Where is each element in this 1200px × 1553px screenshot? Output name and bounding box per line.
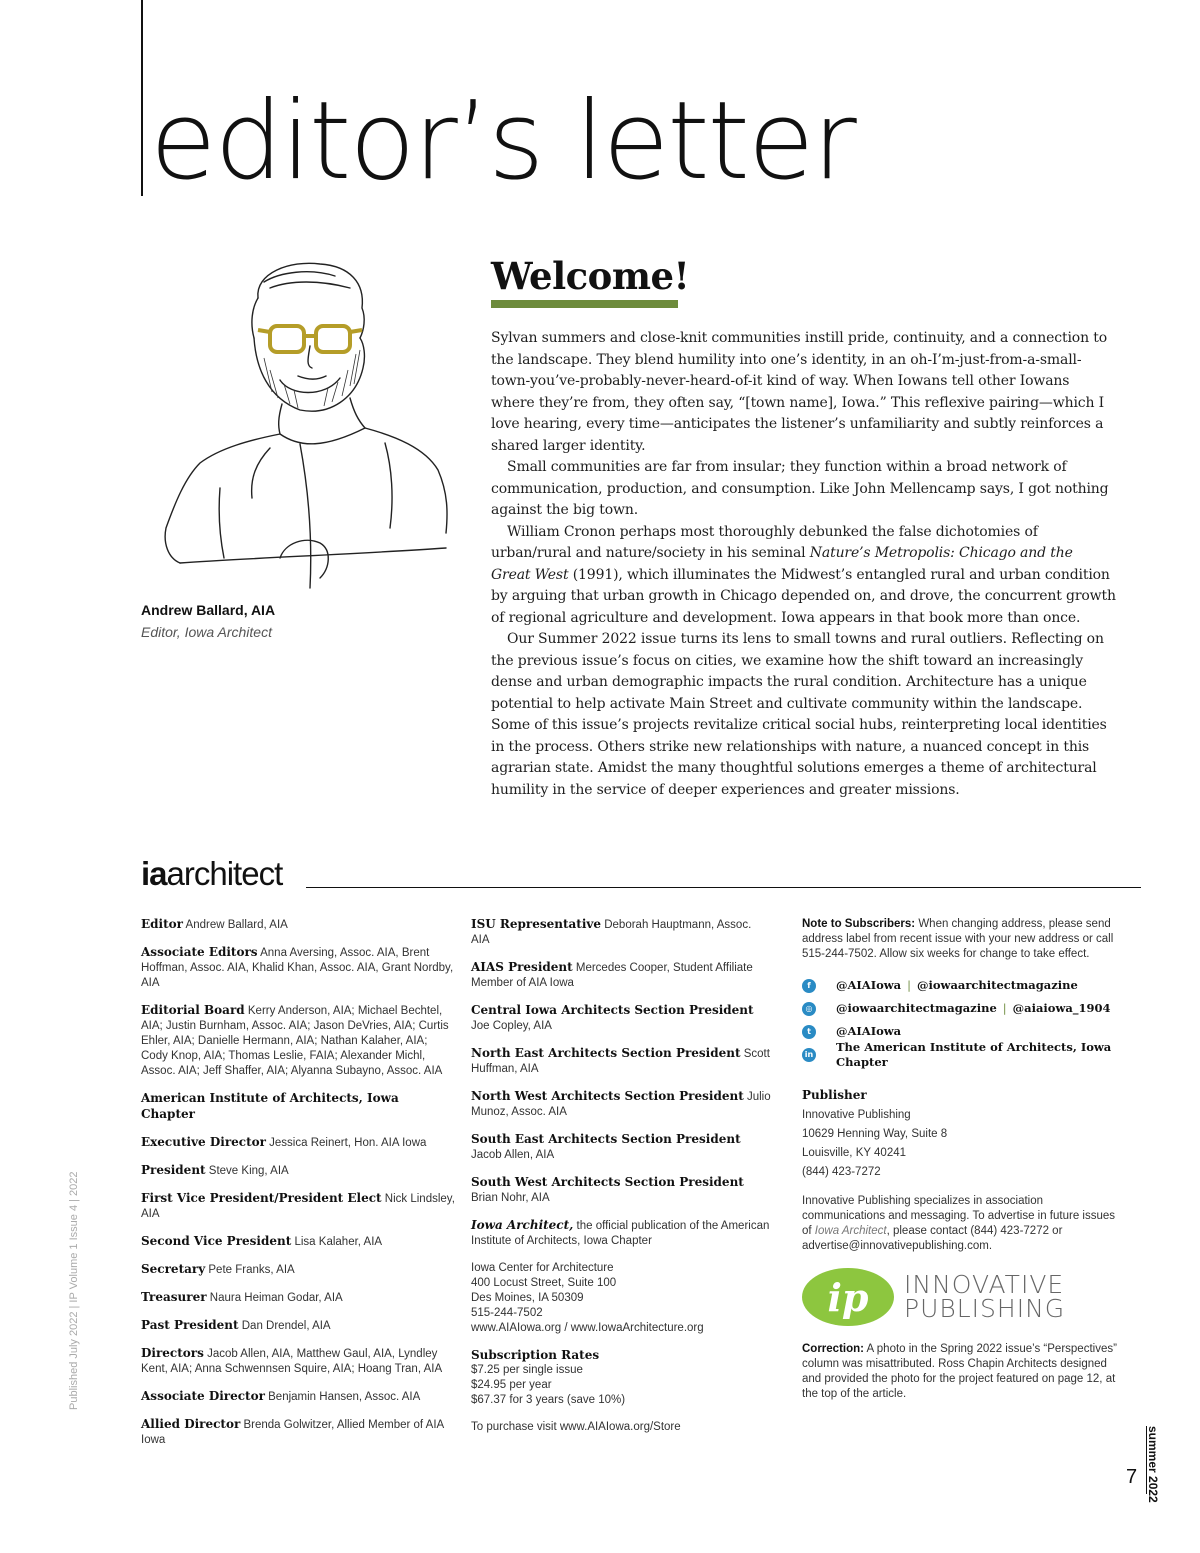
- text-line: Iowa Center for Architecture: [471, 1262, 614, 1274]
- facebook-icon[interactable]: f: [802, 979, 816, 993]
- entry-value: Deborah Hauptmann, Assoc. AIA: [471, 919, 752, 946]
- social-row: [802, 1039, 1122, 1069]
- center-address: [471, 1261, 771, 1336]
- entry-value: Benjamin Hansen, Assoc. AIA: [268, 1391, 421, 1403]
- social-row: [802, 974, 1122, 997]
- entry-value: Anna Aversing, Assoc. AIA, Brent Hoffman, Assoc. AIA, Khalid Khan, Assoc. AIA, Grant Nordby, AIA: [141, 947, 454, 989]
- entry-label: Editor: [141, 917, 183, 931]
- title-rule: [141, 0, 143, 196]
- linkedin-icon[interactable]: in: [802, 1048, 816, 1062]
- entry-label: North West Architects Section President: [471, 1089, 744, 1103]
- letter-body: [491, 328, 1116, 801]
- instagram-icon[interactable]: ◎: [802, 1002, 816, 1016]
- entry-label: American Institute of Architects, Iowa Chapter: [141, 1091, 399, 1121]
- masthead-entry: [141, 1389, 456, 1405]
- portrait-illustration: [160, 258, 450, 593]
- entry-label: South West Architects Section President: [471, 1175, 744, 1189]
- author-name: Andrew Ballard, AIA: [141, 602, 276, 618]
- entry-label: Secretary: [141, 1262, 206, 1276]
- page-number: 7: [1126, 1466, 1138, 1488]
- masthead-entry: [141, 1191, 456, 1222]
- masthead-entry: [471, 1046, 771, 1077]
- social-handle[interactable]: @iowaarchitectmagazine: [836, 1001, 997, 1015]
- separator: |: [1002, 1001, 1007, 1015]
- text-line: www.AIAIowa.org / www.IowaArchitecture.org: [471, 1322, 704, 1334]
- masthead-entry: [471, 917, 771, 948]
- innovative-publishing-logo: ip INNOVATIVE PUBLISHING: [802, 1268, 1122, 1326]
- text-line: Innovative Publishing: [802, 1109, 911, 1121]
- social-handle[interactable]: The American Institute of Architects, Iowa Chapter: [836, 1039, 1112, 1069]
- entry-value: Mercedes Cooper, Student Affiliate Member of AIA Iowa: [471, 962, 753, 989]
- masthead-entry: [471, 1089, 771, 1120]
- entry-value: Nick Lindsley, AIA: [141, 1193, 455, 1220]
- separator: |: [907, 978, 912, 992]
- masthead-entry: [471, 960, 771, 991]
- author-role: Editor, Iowa Architect: [141, 624, 272, 640]
- subscription-rates: Subscription Rates $7.25 per single issue $24.95 per year $67.37 for 3 years (save 10%): [471, 1348, 771, 1408]
- masthead-entry: [471, 1132, 771, 1163]
- section-title: editor’s letter: [150, 79, 855, 204]
- letter-paragraph: William Cronon perhaps most thoroughly debunked the false dichotomies of urban/rural and nature/society in his seminal Nature’s Metropolis: Chicago and the Great West (1991), which illuminates the Midwest’s entangled rural and urban condition by arguing that urban growth in Chicago depended on, and drove, the concurrent growth of regional agriculture and development. Iowa appears in that book more than once.: [491, 523, 1116, 626]
- entry-value: Pete Franks, AIA: [208, 1264, 295, 1276]
- entry-value: Lisa Kalaher, AIA: [294, 1236, 383, 1248]
- entry-value: Joe Copley, AIA: [471, 1020, 552, 1032]
- masthead-rule: [306, 887, 1141, 888]
- entry-value: Naura Heiman Godar, AIA: [209, 1292, 343, 1304]
- publisher-block: Publisher Innovative Publishing 10629 Henning Way, Suite 8 Louisville, KY 40241 (844) 423-7272: [802, 1088, 1122, 1182]
- masthead-entry: [141, 1290, 456, 1306]
- heading-rule: [491, 300, 678, 308]
- book-title: Nature’s Metropolis: Chicago and the Great West: [491, 545, 1073, 583]
- correction-note: Correction: A photo in the Spring 2022 issue’s “Perspectives” column was misattributed. Ross Chapin Architects designed and provided the photo for the project featured on page 12, at the top of the article.: [802, 1343, 1117, 1400]
- masthead-entry: [471, 1003, 771, 1034]
- social-links: [802, 974, 1122, 1069]
- entry-label: Allied Director: [141, 1417, 241, 1431]
- masthead-entry: [141, 945, 456, 991]
- twitter-icon[interactable]: t: [802, 1025, 816, 1039]
- advertise-note: Innovative Publishing specializes in association communications and messaging. To advertise in future issues of Iowa Architect, please contact (844) 423-7272 or advertise@innovativepublishing.com.: [802, 1195, 1116, 1252]
- masthead-entry: [471, 1175, 771, 1206]
- entry-label: AIAS President: [471, 960, 573, 974]
- entry-value: Brenda Golwitzer, Allied Member of AIA Iowa: [141, 1419, 444, 1446]
- masthead-column-contact: [802, 917, 1122, 1402]
- masthead-entry: [141, 1234, 456, 1250]
- masthead-entry: [141, 1318, 456, 1334]
- masthead-entry: [141, 1417, 456, 1448]
- entry-label: Editorial Board: [141, 1003, 245, 1017]
- entry-value: Jacob Allen, AIA: [471, 1149, 555, 1161]
- purchase-link[interactable]: To purchase visit www.AIAIowa.org/Store: [471, 1421, 681, 1433]
- entry-label: Associate Editors: [141, 945, 258, 959]
- social-handle[interactable]: @AIAIowa: [836, 978, 902, 992]
- entry-value: Steve King, AIA: [208, 1165, 289, 1177]
- entry-value: Andrew Ballard, AIA: [185, 919, 288, 931]
- entry-label: Second Vice President: [141, 1234, 292, 1248]
- entry-value: Brian Nohr, AIA: [471, 1192, 550, 1204]
- entry-label: First Vice President/President Elect: [141, 1191, 382, 1205]
- masthead-entry: [141, 1135, 456, 1151]
- masthead-entry: [141, 1262, 456, 1278]
- entry-value: Kerry Anderson, AIA; Michael Bechtel, AIA; Justin Burnham, Assoc. AIA; Jason DeVries, AIA; Curtis Ehler, AIA; Danielle Hermann, AIA; Nathan Kalaher, AIA; Cody Knop, AIA; Thomas Leslie, FAIA; Alexander Michl, Assoc. AIA; Jeff Shaffer, AIA; Alyanna Subayno, Assoc. AIA: [141, 1005, 449, 1077]
- entry-label: North East Architects Section President: [471, 1046, 741, 1060]
- text-line: Des Moines, IA 50309: [471, 1292, 584, 1304]
- entry-label: Treasurer: [141, 1290, 207, 1304]
- entry-value: Jacob Allen, AIA, Matthew Gaul, AIA, Lyndley Kent, AIA; Anna Schwennsen Squire, AIA; Hoang Tran, AIA: [141, 1348, 443, 1375]
- entry-value: Jessica Reinert, Hon. AIA Iowa: [269, 1137, 427, 1149]
- social-handle[interactable]: @AIAIowa: [836, 1024, 902, 1038]
- text-line: $7.25 per single issue: [471, 1364, 583, 1376]
- entry-label: South East Architects Section President: [471, 1132, 741, 1146]
- text-line: 400 Locust Street, Suite 100: [471, 1277, 617, 1289]
- iaarchitect-logo: iaarchitect: [141, 855, 283, 892]
- social-row: [802, 997, 1122, 1020]
- text-line: 10629 Henning Way, Suite 8: [802, 1128, 948, 1140]
- text-line: (844) 423-7272: [802, 1166, 881, 1178]
- entry-label: President: [141, 1163, 206, 1177]
- masthead-entry: [141, 1163, 456, 1179]
- masthead-entry: [141, 1091, 456, 1123]
- entry-label: ISU Representative: [471, 917, 602, 931]
- entry-label: Past President: [141, 1318, 239, 1332]
- entry-value: Julio Munoz, Assoc. AIA: [471, 1091, 771, 1118]
- masthead-entry: [141, 1346, 456, 1377]
- text-line: Louisville, KY 40241: [802, 1147, 906, 1159]
- masthead-column-sections: [471, 917, 771, 1435]
- official-publication: Iowa Architect, the official publication of the American Institute of Architects, Iowa Chapter: [471, 1218, 770, 1247]
- letter-paragraph: Our Summer 2022 issue turns its lens to small towns and rural outliers. Reflecting on the previous issue’s focus on cities, we examine how the shift toward an increasingly dense and urban demographic impacts the rural condition. Architecture has a unique potential to help activate Main Street and cultivate community within the landscape. Some of this issue’s projects revitalize critical social hubs, reinterpreting local identities in the process. Others strike new relationships with nature, a nuanced concept in this agrarian state. Amidst the many thoughtful solutions emerges a theme of architectural humility in the service of deeper experiences and greater missions.: [491, 631, 1107, 798]
- folio-season: summer 2022: [1146, 1426, 1160, 1503]
- text-line: $24.95 per year: [471, 1379, 552, 1391]
- letter-paragraph: Sylvan summers and close-knit communities instill pride, continuity, and a connection to the landscape. They blend humility into one’s identity, in an oh-I’m-just-from-a-small-town-you’ve-probably-never-heard-of-it kind of way. When Iowans tell other Iowans where they’re from, they often say, “[town name], Iowa.” This reflexive pairing—which I love hearing, every time—anticipates the listener’s unfamiliarity and subtly reinforces a shared larger identity.: [491, 330, 1107, 454]
- letter-heading: Welcome!: [491, 254, 690, 298]
- masthead-entry: [141, 1003, 456, 1079]
- masthead-column-staff: [141, 917, 456, 1460]
- entry-label: Central Iowa Architects Section President: [471, 1003, 754, 1017]
- subscriber-note: Note to Subscribers: When changing address, please send address label from recent issue with your new address or call 515-244-7502. Allow six weeks for change to take effect.: [802, 918, 1114, 960]
- publication-info-vertical: Published July 2022 | IP Volume 1 Issue 4 | 2022: [68, 1171, 80, 1410]
- entry-label: Associate Director: [141, 1389, 265, 1403]
- text-line: 515-244-7502: [471, 1307, 543, 1319]
- social-handle[interactable]: @iowaarchitectmagazine: [917, 978, 1078, 992]
- entry-value: Scott Huffman, AIA: [471, 1048, 770, 1075]
- entry-value: Dan Drendel, AIA: [241, 1320, 331, 1332]
- social-handle[interactable]: @aiaiowa_1904: [1012, 1001, 1111, 1015]
- letter-paragraph: Small communities are far from insular; they function within a broad network of communication, production, and consumption. Like John Mellencamp says, I got nothing against the big town.: [491, 459, 1109, 518]
- entry-label: Directors: [141, 1346, 204, 1360]
- text-line: $67.37 for 3 years (save 10%): [471, 1394, 626, 1406]
- entry-label: Executive Director: [141, 1135, 266, 1149]
- masthead-entry: [141, 917, 456, 933]
